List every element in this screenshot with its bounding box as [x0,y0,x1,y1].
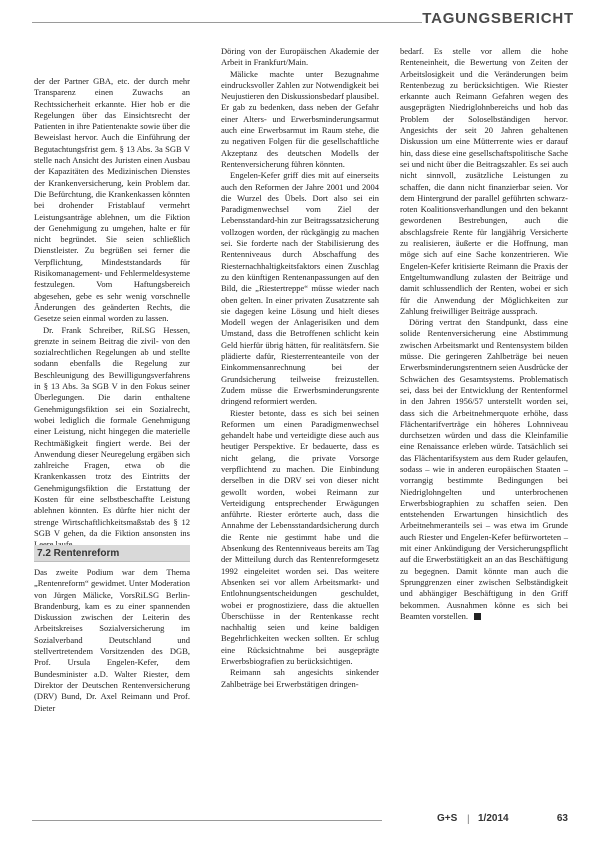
column-2 [221,46,379,690]
paragraph: Riester betonte, dass es sich bei seinen Reformen um einen Paradigmenwechsel gehandelt habe und verteidigte diese auch aus heutiger Perspektive. Er bedauerte, dass es nicht gelang, die private Vorsorge verpflichtend zu machen. Die Einbindung derselben in die DRV sei von dieser nicht gewollt worden, wobei Reimann zur Verteidigung entsprechender Erwägungen anführte. Riester erörterte auch, dass die Annahme der Lebensstandardsicherung durch die Rente nie gestimmt habe und die Absenkung des Rentenniveaus bereits am Tag der Mitteilung durch das Rentenreformgesetz 1992 eingeleitet worden sei. Das weitere Absenken sei vor allem Arbeitsmarkt- und Entlohnungsentscheidungen geschuldet, wobei er prognostiziere, dass die aktuellen Überschüsse in der Rentenkasse recht nachhaltig seien und keine baldigen Begehrlichkeiten wecken sollten. Er schlug eine Rücksichtnahme bei ausgeprägte Erwerbsbiografien zu berücksichtigen. [221,407,379,667]
footer-separator: | [467,814,470,825]
paragraph: der der Partner GBA, etc. der durch mehr Transparenz einen Zuwachs an Rechtssicherheit erkannte. Hier hob er die Regelungen über das Einsichtsrecht der Patienten in ihre Patientenakte sowie über die Beweislast hervor. Auch die Einführung der Begutachtungsfrist gem. § 13 Abs. 3a SGB V stelle nach Ansicht des Juristen einen Ausbau der Kapazitäten des Medizinischen Dienstes der Krankenversicherung, kein Problem dar. Die Befürchtung, die Krankenkassen könnten bei drohender Fristablauf vermehrt Leistungsanträge ablehnen, um die Fiktion der Genehmigung zu umgehen, halte er für nicht begründet. Sie seien schließlich Dienstleister. Zu begrüßen sei ferner die Verpflichtung, Mindeststandards für Risikomanagement- und Fehlermeldesysteme festzulegen. Vom Haftungsbereich abgesehen, gebe es sehr wenig vorschnelle Änderungen des geänderten Rechts, die Gesetze seien einmal worden zu lassen. [34,76,190,324]
paragraph: Döring von der Europäischen Akademie der Arbeit in Frankfurt/Main. [221,46,379,68]
column-1 [34,76,190,550]
paragraph: Dr. Frank Schreiber, RiLSG Hessen, grenzte in seinem Beitrag die zivil- von den sozialrechtlichen Regelungen ab und stellte sodann ebenfalls die Regelung zur Beschleunigung des Bewilligungsverfahrens in § 13 Abs. 3a SGB V in den Fokus seiner Überlegungen. Die darin enthaltene Genehmigungsfiktion sei ein Sozialrecht, wobei lediglich die formale Genehmigung einer Leistung, nicht hingegen die materielle Rechtmäßigkeit fingiert werde. Bei der Anwendung dieser Neuregelung ergäben sich zahlreiche Fragen, etwa ob die Krankenkassen trotz des Eintritts der Genehmigungsfiktion die Erstattung der Kosten für eine selbstbeschaffte Leistung ablehnen könnten. Es dürfte hier nicht der strenge Wirtschaftlichkeitsmaßstab des § 12 SGB V gehen, da die Fiktion ansonsten ins [34,324,190,538]
paragraph: Mälicke machte unter Bezugnahme eindrucksvoller Zahlen zur Notwendigkeit bei Neujustieren den Diskussionsbedarf plausibel. Er gab zu bedenken, dass neben der Gefahr einer Alters- und Erwerbsminderungsarmut auch eine Erwerbsarmut im Raum stehe, die zu negativen Folgen für die gesellschaftliche Akzeptanz des deutschen Modells der Rentenversicherung führen könnten. [221,68,379,169]
journal-brand: G+S [437,813,458,824]
column-3 [400,46,568,622]
paragraph-text: Döring vertrat den Standpunkt, dass eine solide Rentenversicherung eine Abstimmung zwischen Arbeitsmarkt und Rentensystem bilden müsse. Die geringeren Zahlbeträge bei neuen Erwerbsminderungsrentnern seien Ausdrücke der Schwächen des Gesamtsystems. Problematisch sei, dass bei der Entwicklung der Rentenformel in den Jahren 1956/57 unterstellt worden sei, dass sich die Arbeitnehmerquote erhöhe, dass Flächentarifverträge ein höheres Lohnniveau durchsetzen würden und dass die Kleinfamilie eine Renaissance erleben würde. Tatsächlich sei das Flächentarifsystem aus dem Ruder gelaufen, sodass – wie in anderen europäischen Staaten – vorrangig bestimmte Bedingungen bei Niedriglohngelten und unterbrochenen Erwerbsbiographien zu schaffen seien. Den entstehenden Erwartungen hinsichtlich des Arbeitnehmeranteils sei – was etwa im Grunde auch Riester und Engelen-Kefer befürworteten – mit einer Ankündigung der Versicherungspflicht auf die Erwerbstätigkeit an an das Beschäftigung zu begegnen. Damit könnte man auch die Sprunggrenzen einer zwischen Selbständigkeit und abhängiger Beschäftigung in den Griff bekommen. Ausnahmen könne es sich bei Beamten vorstellen. [400,317,568,621]
footer-rule [32,820,382,821]
page-number: 63 [556,813,568,824]
paragraph: Reimann sah angesichts sinkender Zahlbeträge bei Erwerbstätigen dringen- [221,667,379,689]
paragraph: Das zweite Podium war dem Thema „Rentenreform“ gewidmet. Unter Moderation von Jürgen Mälicke, VorsRiLSG Berlin-Brandenburg, kam es zu einer spannenden Diskussion zwischen der Leiterin des Arbeitskreises Sozialversicherung im Sozialverband Deutschland und stellvertretendem Vorsitzenden des DGB, Prof. Ursula Engelen-Kefer, dem Bundesminister a.D. Walter Riester, dem Direktor der Deutschen Rentenversicherung (DRV) Bund, Dr. Axel Reimann und Prof. Dieter [34,567,190,713]
header-rule [32,22,422,23]
end-of-article-icon [474,613,481,620]
header-section-title: TAGUNGSBERICHT [422,10,574,27]
paragraph: Engelen-Kefer griff dies mit auf einerseits auch den Reformen der Jahre 2001 und 2004 die Wurzel des Übels. Dort also sei ein Paradigmenwechsel vom Ziel der Lebensstandard-hin zur Beitragssatzsicherung vollzogen worden, der rückgängig zu machen sei. Sie forderte nach der Stabilisierung des Rentenniveaus durch Abschaffung des Riesternachhaltigkeitsfaktors einen Zuschlag zu den künftigen Rentenanpassungen auf den Bild, die „Riestertreppe“ müsse wieder nach oben gelten. In einer privaten Zusatzrente sah sie dagegen keine Lösung und hielt dieses Modell wegen der Anlagerisiken und dem Umstand, dass die Betroffenen schlicht kein Geld hierfür übrig hätten, für realitätsfern. Sie plädierte dafür, Riesterrenteanteile von der Einkommensanrechnung bei der Grundsicherung teilweise freizustellen. Zudem müsse die Erwerbsminderungsrente dringend reformiert werden. [221,170,379,407]
paragraph: bedarf. Es stelle vor allem die hohe Renteneinheit, die Bewertung von Zeiten der Arbeitslosigkeit und die Veränderungen beim Rentenbezug zu berücksichtigen. Wie Riester erkannte auch Reimann Gefahren wegen des ausgeprägten Niedriglohnbereichs und hob das Problem der Soloselbständigen hervor. Angesichts der seit 20 Jahren gehaltenen Diskussion um eine Mütterrente wies er darauf hin, dass diese eine gesellschaftspolitische Sache sei und nicht über die Beitragszahler. Es sei auch nicht sinnvoll, zusätzliche Leistungen zu schaffen, die dann nicht finanzierbar seien. Vor dem Hintergrund der parallel geführten schwarz-roten Koalitionsverhandlungen und den bekannt gewordenen Bestrebungen, auch die abschlagsfreie Rente für langjährig Versicherte zu realisieren, äußerte er die Hoffnung, man möge sich auf eine Sache konzentrieren. Wie Engelen-Kefer kritisierte Reimann die Praxis der Entgeltumwandlung zulasten der Beiträge und damit schlussendlich der Renten, wobei er sich für die Anwendung der Möglichkeiten zur Zahlung freiwilliger Beiträge aussprach. [400,46,568,316]
journal-issue: 1/2014 [478,813,509,824]
section-heading: 7.2 Rentenreform [34,545,190,562]
column-1-section [34,567,190,714]
paragraph [400,317,568,622]
page-footer [0,813,602,836]
